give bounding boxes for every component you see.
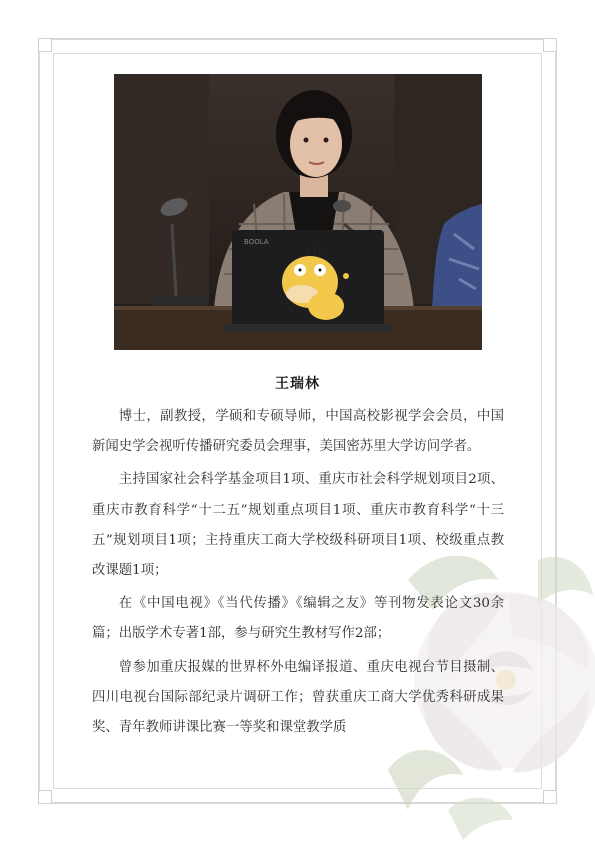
corner-ornament-bottom-left [38,790,52,804]
corner-ornament-top-left [38,38,52,52]
bio-paragraph-3: 在《中国电视》《当代传播》《编辑之友》等刊物发表论文30余篇；出版学术专著1部，参与研究生教材写作2部； [92,596,504,642]
bio-paragraph-4: 曾参加重庆报媒的世界杯外电编译报道、重庆电视台节目摄制、四川电视台国际部纪录片调研工作；曾获重庆工商大学优秀科研成果奖、青年教师讲课比赛一等奖和课堂教学质 [92,659,504,736]
corner-ornament-top-right [543,38,557,52]
speaker-at-laptop-photo-icon [114,74,482,350]
laptop-brand-text: BOOLA [244,238,269,246]
biography-text [92,402,504,746]
person-name: 王瑞林 [275,376,320,392]
bio-paragraph-1: 博士，副教授，学硕和专硕导师，中国高校影视学会会员，中国新闻史学会视听传播研究委员会理事，美国密苏里大学访问学者。 [92,409,504,455]
bio-paragraph-2: 主持国家社会科学基金项目1项、重庆市社会科学规划项目2项、重庆市教育科学“十二五”规划重点项目1项、重庆市教育科学“十三五”规划项目1项；主持重庆工商大学校级科研项目1项、校级重点教改课题1项； [92,472,504,579]
speaker-photo [114,74,482,350]
